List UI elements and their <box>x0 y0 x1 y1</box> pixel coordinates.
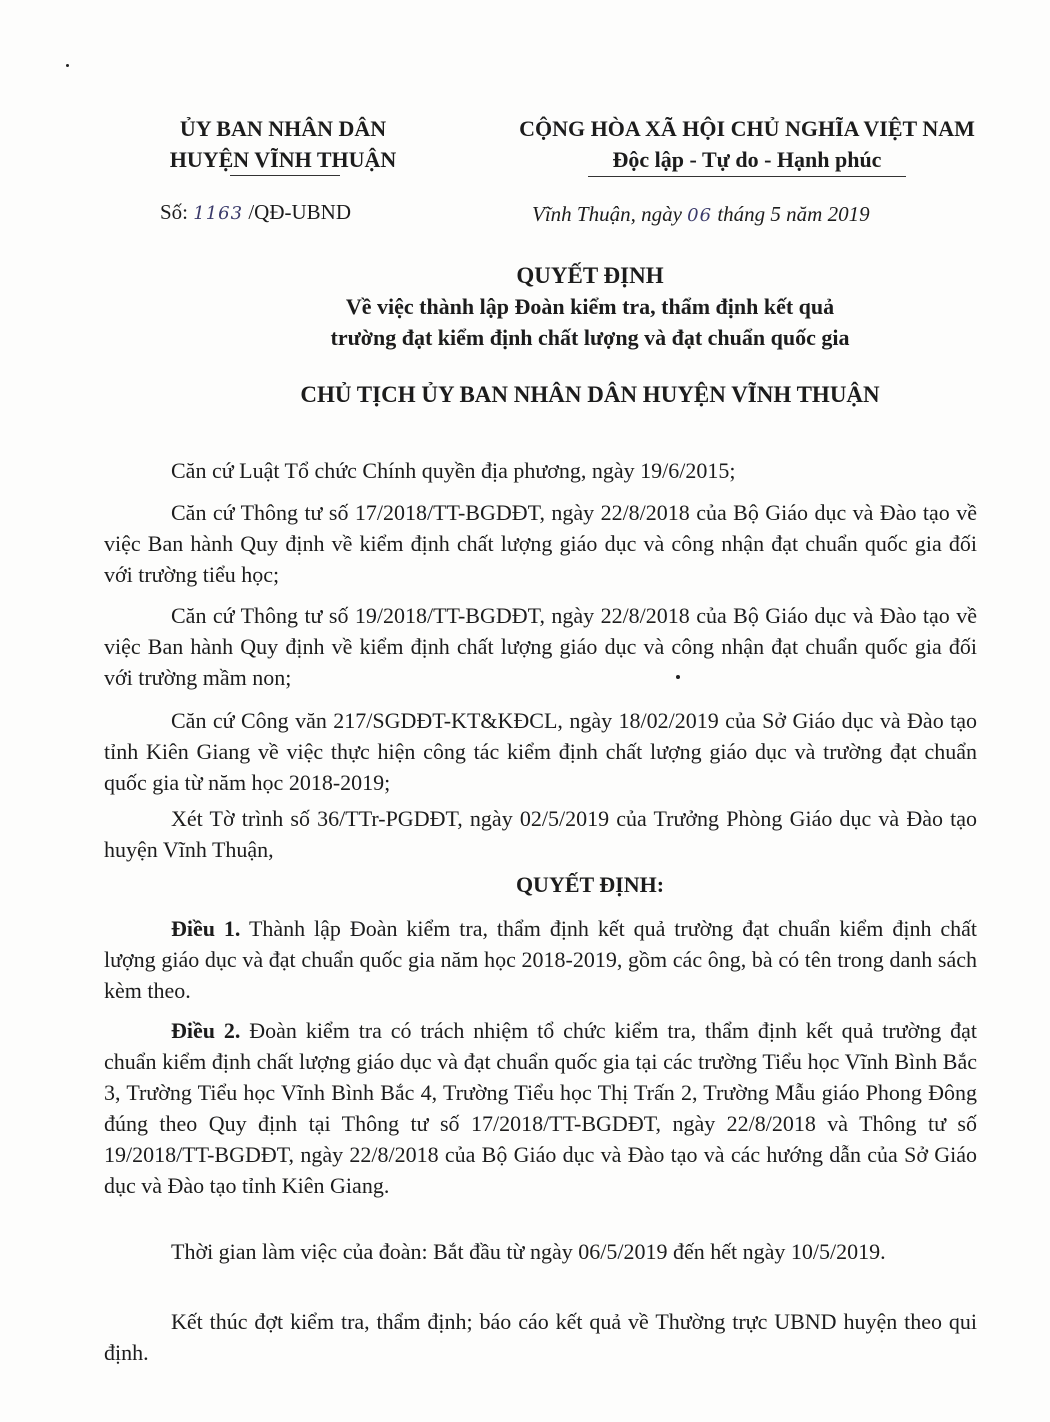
motto-underline <box>588 176 906 177</box>
article-2 <box>104 1015 977 1201</box>
document-number <box>160 200 351 225</box>
date-handwritten-day: 06 <box>687 205 713 226</box>
document-date <box>532 202 870 227</box>
title-subject-line-1: Về việc thành lập Đoàn kiểm tra, thẩm định kết quả <box>345 294 835 319</box>
article-1-label: Điều 1. <box>171 916 241 941</box>
basis-paragraph: Căn cứ Thông tư số 19/2018/TT-BGDĐT, ngày 22/8/2018 của Bộ Giáo dục và Đào tạo về việc Ban hành Quy định về kiểm định chất lượng giáo dục và công nhận đạt chuẩn quốc gia đối với trường mầm non; <box>104 603 977 690</box>
closing-paragraph: Kết thúc đợt kiểm tra, thẩm định; báo cáo kết quả về Thường trực UBND huyện theo qui định. <box>104 1309 977 1365</box>
issuer-line-2: HUYỆN VĨNH THUẬN <box>169 147 397 172</box>
basis-paragraph: Căn cứ Công văn 217/SGDĐT-KT&KĐCL, ngày 18/02/2019 của Sở Giáo dục và Đào tạo tỉnh Kiên Giang về việc thực hiện công tác kiểm định chất lượng giáo dục và trường đạt chuẩn quốc gia từ năm học 2018-2019; <box>104 708 977 795</box>
number-handwritten: 1163 <box>193 203 244 224</box>
national-header <box>482 113 1012 175</box>
decision-title <box>90 260 1050 353</box>
basis-paragraph: Xét Tờ trình số 36/TTr-PGDĐT, ngày 02/5/2019 của Trưởng Phòng Giáo dục và Đào tạo huyện Vĩnh Thuận, <box>104 806 977 862</box>
title-main: QUYẾT ĐỊNH <box>516 263 664 288</box>
date-suffix: tháng 5 năm 2019 <box>717 202 870 226</box>
issuer-underline <box>230 175 340 176</box>
basis-paragraph: Căn cứ Thông tư số 17/2018/TT-BGDĐT, ngày 22/8/2018 của Bộ Giáo dục và Đào tạo về việc Ban hành Quy định về kiểm định chất lượng giáo dục và công nhận đạt chuẩn quốc gia đối với trường tiểu học; <box>104 500 977 587</box>
article-2-text: Đoàn kiểm tra có trách nhiệm tổ chức kiểm tra, thẩm định kết quả trường đạt chuẩn kiểm định chất lượng giáo dục và đạt chuẩn quốc gia tại các trường Tiểu học Vĩnh Bình Bắc 3, Trường Tiểu học Vĩnh Bình Bắc 4, Trường Tiểu học Thị Trấn 2, Trường Mẫu giáo Phong Đông đúng theo Quy định tại Thông tư số 17/2018/TT-BGDĐT, ngày 22/8/2018 và Thông tư số 19/2018/TT-BGDĐT, ngày 22/8/2018 của Bộ Giáo dục và Đào tạo và các hướng dẫn của Sở Giáo dục và Đào tạo tỉnh Kiên Giang. <box>104 1018 977 1198</box>
number-prefix: Số: <box>160 200 189 224</box>
issuer-header <box>138 113 428 175</box>
article-1-text: Thành lập Đoàn kiểm tra, thẩm định kết quả trường đạt chuẩn kiểm định chất lượng giáo dục và đạt chuẩn quốc gia năm học 2018-2019, gồm các ông, bà có tên trong danh sách kèm theo. <box>104 916 977 1003</box>
national-title: CỘNG HÒA XÃ HỘI CHỦ NGHĨA VIỆT NAM <box>519 116 975 141</box>
decision-heading: QUYẾT ĐỊNH: <box>515 872 665 897</box>
article-2-label: Điều 2. <box>171 1018 241 1043</box>
basis-paragraph: Căn cứ Luật Tổ chức Chính quyền địa phương, ngày 19/6/2015; <box>171 458 736 483</box>
national-motto: Độc lập - Tự do - Hạnh phúc <box>612 147 882 172</box>
scan-speck <box>66 64 69 67</box>
authority-heading: CHỦ TỊCH ỦY BAN NHÂN DÂN HUYỆN VĨNH THUẬN <box>300 382 880 407</box>
number-suffix: /QĐ-UBND <box>248 200 351 224</box>
issuer-line-1: ỦY BAN NHÂN DÂN <box>179 116 387 141</box>
title-subject-line-2: trường đạt kiểm định chất lượng và đạt chuẩn quốc gia <box>330 325 850 350</box>
article-1 <box>104 913 977 1006</box>
working-time-paragraph: Thời gian làm việc của đoàn: Bắt đầu từ ngày 06/5/2019 đến hết ngày 10/5/2019. <box>171 1239 886 1264</box>
date-prefix: Vĩnh Thuận, ngày <box>532 202 682 226</box>
